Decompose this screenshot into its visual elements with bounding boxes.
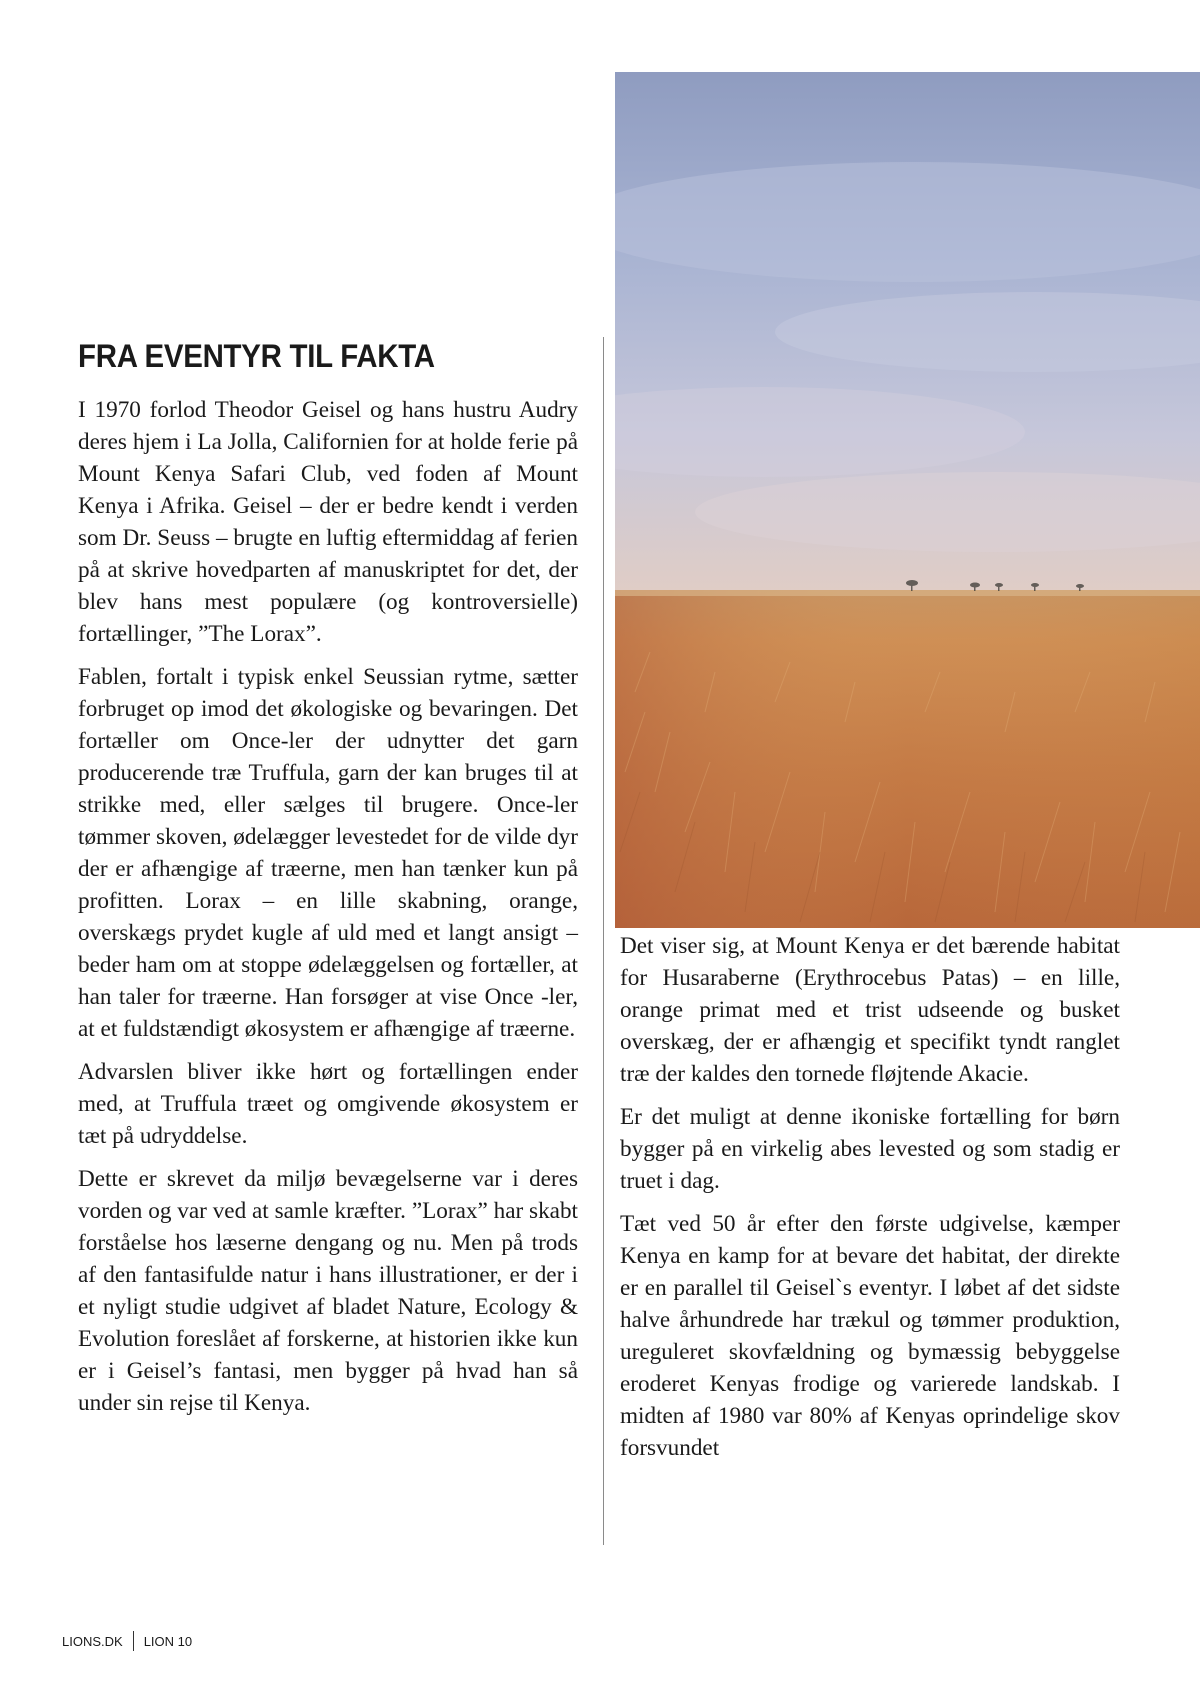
page-footer — [62, 1631, 192, 1651]
article-heading: FRA EVENTYR TIL FAKTA — [78, 338, 435, 374]
paragraph: Advarslen bliver ikke hørt og fortællingen ender med, at Truffula træet og omgivende økosystem er tæt på udryddelse. — [78, 1059, 578, 1149]
paragraph: Dette er skrevet da miljø bevægelserne var i deres vorden og var ved at samle kræfter. ”Lorax” har skabt forståelse hos læserne dengang og nu. Men på trods af den fantasifulde natur i hans illustrationer, er der i et nyligt studie udgivet af bladet Nature, Ecology & Evolution foreslået af forskerne, at historien ikke kun er i Geisel’s fantasi, men bygger på hvad han så under sin rejse til Kenya. — [78, 1166, 578, 1416]
footer-separator — [133, 1631, 134, 1651]
footer-site: LIONS.DK — [62, 1633, 123, 1649]
paragraph: Tæt ved 50 år efter den første udgivelse, kæmper Kenya en kamp for at bevare det habitat, der direkte er en parallel til Geisel`s eventyr. I løbet af det sidste halve århundrede har trækul og tømmer produktion, ureguleret skovfældning og bymæssig bebyggelse eroderet Kenyas frodige og varierede landskab. I midten af 1980 var 80% af Kenyas oprindelige skov forsvundet — [620, 1211, 1120, 1461]
left-column — [78, 394, 578, 1430]
savanna-photo — [615, 72, 1200, 928]
paragraph: I 1970 forlod Theodor Geisel og hans hustru Audry deres hjem i La Jolla, Californien for at holde ferie på Mount Kenya Safari Club, ved foden af Mount Kenya i Afrika. Geisel – der er bedre kendt i verden som Dr. Seuss – brugte en luftig eftermiddag af ferien på at skrive hovedparten af manuskriptet for det, der blev hans mest populære (og kontroversielle) fortællinger, ”The Lorax”. — [78, 397, 578, 647]
paragraph: Er det muligt at denne ikoniske fortælling for børn bygger på en virkelig abes levested og som stadig er truet i dag. — [620, 1104, 1120, 1194]
right-column — [620, 930, 1120, 1475]
paragraph: Fablen, fortalt i typisk enkel Seussian rytme, sætter forbruget op imod det økologiske og bevaringen. Det fortæller om Once-ler der udnytter det garn producerende træ Truffula, garn der kan bruges til at strikke med, eller sælges til brugere. Once-ler tømmer skoven, ødelægger levestedet for de vilde dyr der er afhængige af træerne, men han tænker kun på profitten. Lorax – en lille skabning, orange, overskægs prydet kugle af uld med et langt ansigt – beder ham om at stoppe ødelæggelsen og fortæller, at han taler for træerne. Han forsøger at vise Once -ler, at et fuldstændigt økosystem er afhængige af træerne. — [78, 664, 578, 1042]
column-divider — [603, 337, 604, 1545]
footer-page-number: LION 10 — [143, 1633, 193, 1649]
paragraph: Det viser sig, at Mount Kenya er det bærende habitat for Husaraberne (Erythrocebus Patas) – en lille, orange primat med et trist udseende og busket overskæg, der er afhængig et specifikt tyndt ranglet træ der kaldes den tornede fløjtende Akacie. — [620, 933, 1120, 1087]
